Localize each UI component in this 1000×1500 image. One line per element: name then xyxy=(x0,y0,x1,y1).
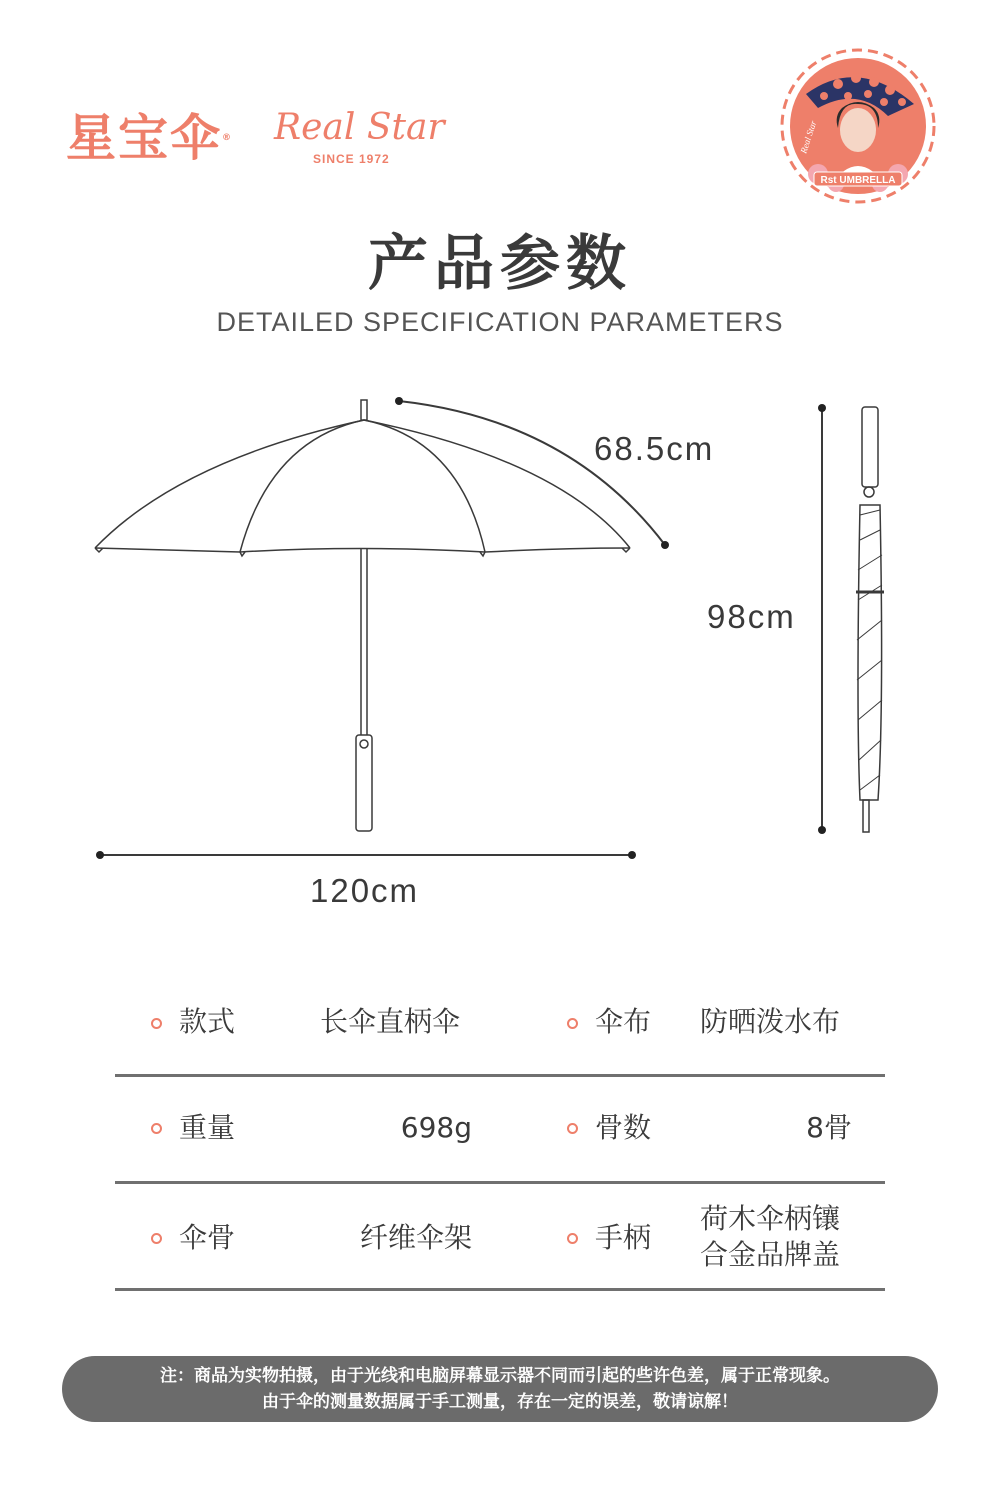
spec-label: 骨数 xyxy=(595,1111,652,1144)
spec-value: 8骨 xyxy=(806,1111,852,1144)
umbrella-dimension-diagram xyxy=(0,380,1000,920)
spec-value: 纤维伞架 xyxy=(359,1221,472,1254)
registered-mark: ® xyxy=(222,133,233,143)
disclaimer-line2: 由于伞的测量数据属于手工测量，存在一定的误差，敬请谅解！ xyxy=(262,1392,738,1412)
brand-logo-en: Real Star xyxy=(274,107,445,148)
bullet-icon xyxy=(567,1233,578,1244)
bullet-icon xyxy=(151,1123,162,1134)
badge-bottom-text: Rst UMBRELLA xyxy=(820,175,896,186)
brand-logo-cn xyxy=(66,106,233,170)
rib-length-label: 68.5cm xyxy=(594,430,715,467)
spec-label: 款式 xyxy=(179,1005,236,1038)
diameter-label: 120cm xyxy=(310,872,420,909)
brand-badge-logo xyxy=(778,46,938,206)
total-length-label: 98cm xyxy=(707,598,796,635)
spec-value-line2: 合金品牌盖 xyxy=(700,1238,841,1271)
brand-logo-cn-text: 星宝伞 xyxy=(66,109,222,167)
spec-value: 长伞直柄伞 xyxy=(320,1005,461,1038)
spec-label: 重量 xyxy=(179,1111,236,1144)
brand-since: SINCE 1972 xyxy=(313,152,390,166)
disclaimer-line1: 注：商品为实物拍摄，由于光线和电脑屏幕显示器不同而引起的些许色差，属于正常现象。 xyxy=(160,1366,840,1386)
page-subtitle: DETAILED SPECIFICATION PARAMETERS xyxy=(216,307,784,337)
spec-value: 698g xyxy=(400,1111,472,1144)
disclaimer-note xyxy=(62,1356,938,1422)
bullet-icon xyxy=(567,1123,578,1134)
spec-value-line1: 荷木伞柄镶 xyxy=(700,1202,841,1235)
spec-value: 防晒泼水布 xyxy=(700,1005,841,1038)
spec-row-weight-ribs xyxy=(115,1077,885,1184)
badge-side-text: Real Star xyxy=(798,119,819,155)
bullet-icon xyxy=(151,1018,162,1029)
spec-label: 伞布 xyxy=(595,1005,652,1038)
bullet-icon xyxy=(567,1018,578,1029)
spec-label: 手柄 xyxy=(595,1221,652,1254)
page-title: 产品参数 xyxy=(368,229,632,299)
spec-row-frame-handle xyxy=(115,1184,885,1291)
spec-row-style-fabric xyxy=(115,970,885,1077)
bullet-icon xyxy=(151,1233,162,1244)
spec-label: 伞骨 xyxy=(179,1221,236,1254)
